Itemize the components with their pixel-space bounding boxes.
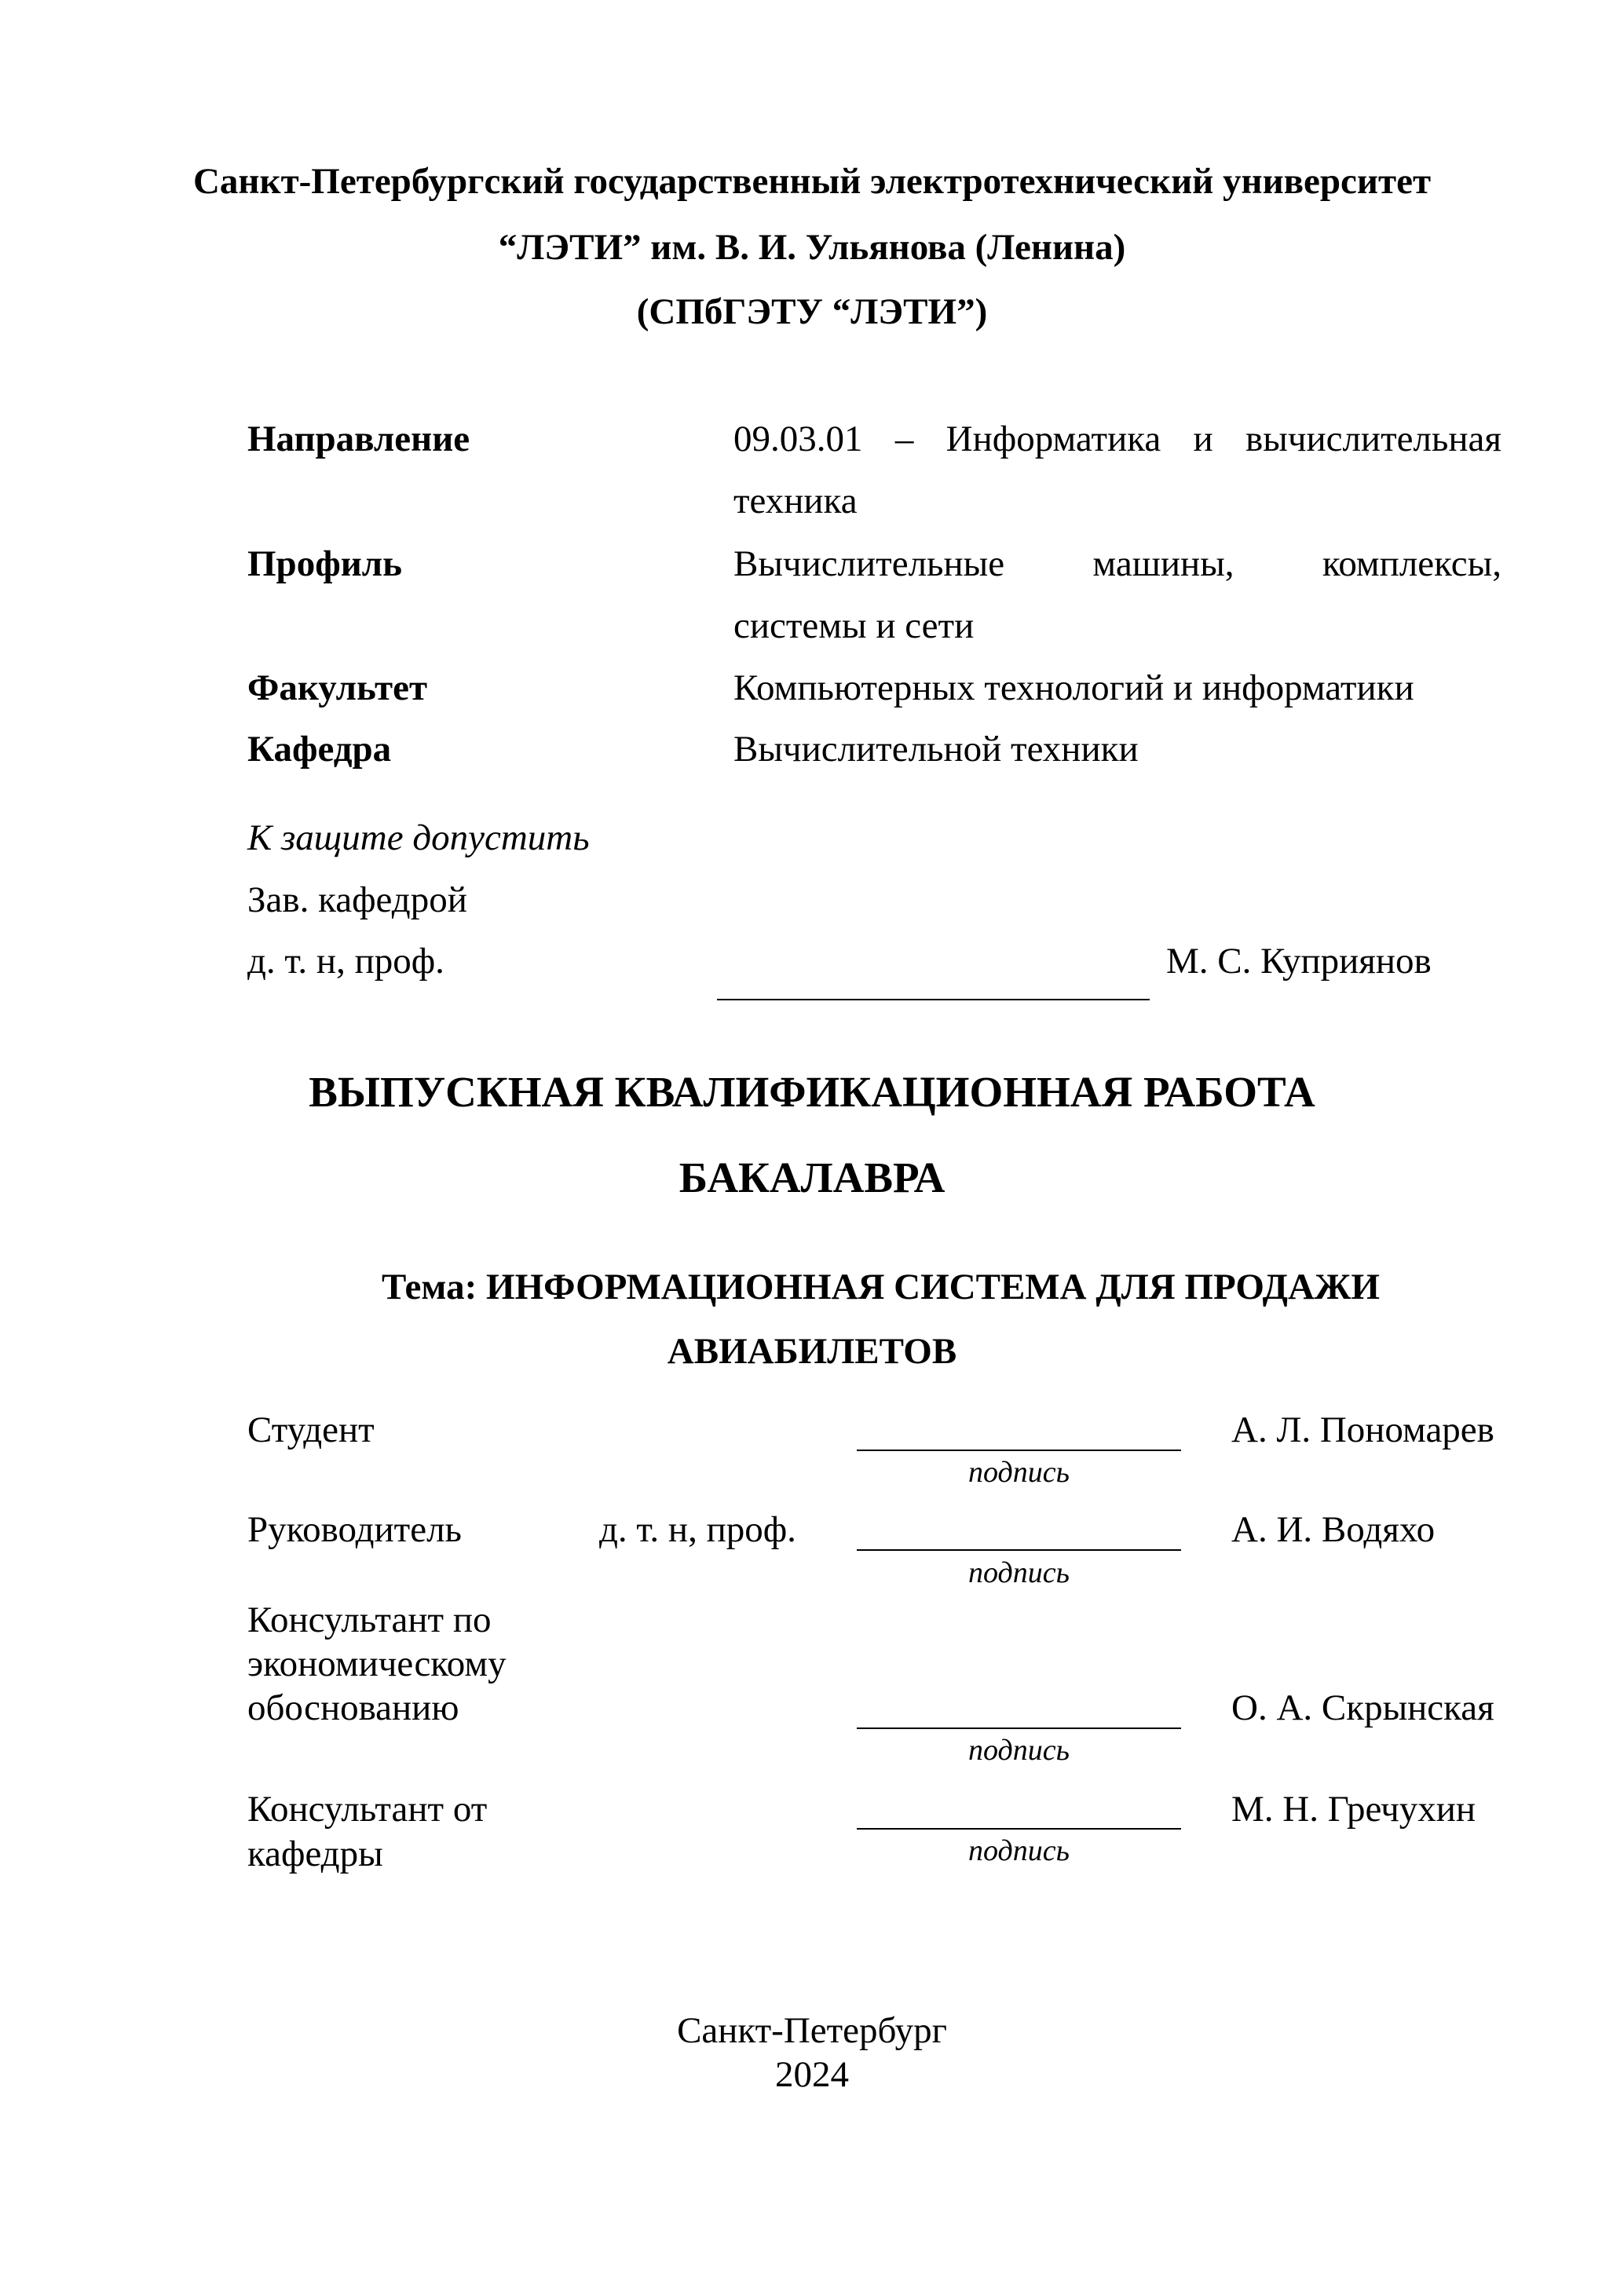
department-label: Кафедра [247, 729, 392, 770]
university-short-name: “ЛЭТИ” им. В. И. Ульянова (Ленина) [498, 227, 1126, 268]
approval-title: К защите допустить [247, 817, 590, 858]
university-abbreviation: (СПбГЭТУ “ЛЭТИ”) [636, 291, 988, 332]
economic-consultant-role: Консультант по [247, 1600, 492, 1640]
approval-name: М. С. Куприянов [1166, 941, 1432, 982]
profile-value-cont: системы и сети [733, 605, 975, 646]
student-name: А. Л. Пономарев [1231, 1409, 1494, 1450]
work-title: ВЫПУСКНАЯ КВАЛИФИКАЦИОННАЯ РАБОТА [309, 1068, 1315, 1116]
topic-title-cont: АВИАБИЛЕТОВ [667, 1331, 957, 1372]
work-title-degree: БАКАЛАВРА [678, 1153, 946, 1201]
economic-consultant-role-cont2: обоснованию [247, 1687, 459, 1728]
faculty-label: Факультет [247, 667, 428, 708]
student-role: Студент [247, 1409, 375, 1450]
footer-city: Санкт-Петербург [677, 2010, 947, 2051]
supervisor-name: А. И. Водяхо [1231, 1509, 1436, 1550]
supervisor-signature-caption: подпись [968, 1556, 1070, 1589]
department-consultant-role-cont: кафедры [247, 1834, 383, 1874]
footer-year: 2024 [775, 2054, 849, 2095]
economic-consultant-signature-caption: подпись [968, 1734, 1070, 1767]
university-name: Санкт-Петербургский государственный электротехнический университет [192, 161, 1432, 202]
direction-label: Направление [247, 419, 470, 459]
department-consultant-signature-caption: подпись [968, 1834, 1070, 1867]
profile-value: Вычислительные машины, комплексы, [733, 543, 1501, 584]
student-signature-caption: подпись [968, 1456, 1070, 1489]
economic-consultant-role-cont: экономическому [247, 1643, 507, 1684]
department-consultant-name: М. Н. Гречухин [1231, 1789, 1476, 1830]
approval-position: Зав. кафедрой [247, 879, 467, 920]
supervisor-degree: д. т. н, проф. [599, 1509, 796, 1550]
supervisor-role: Руководитель [247, 1509, 462, 1550]
department-value: Вычислительной техники [733, 729, 1139, 770]
approval-degree: д. т. н, проф. [247, 941, 444, 982]
direction-value-cont: техника [733, 481, 858, 521]
department-consultant-role: Консультант от [247, 1789, 488, 1830]
economic-consultant-name: О. А. Скрынская [1231, 1687, 1494, 1728]
topic-title: Тема: ИНФОРМАЦИОННАЯ СИСТЕМА ДЛЯ ПРОДАЖИ [382, 1267, 1380, 1307]
approval-signature-line [717, 999, 1150, 1000]
faculty-value: Компьютерных технологий и информатики [733, 667, 1414, 708]
profile-label: Профиль [247, 543, 403, 584]
direction-value: 09.03.01 – Информатика и вычислительная [733, 419, 1501, 459]
